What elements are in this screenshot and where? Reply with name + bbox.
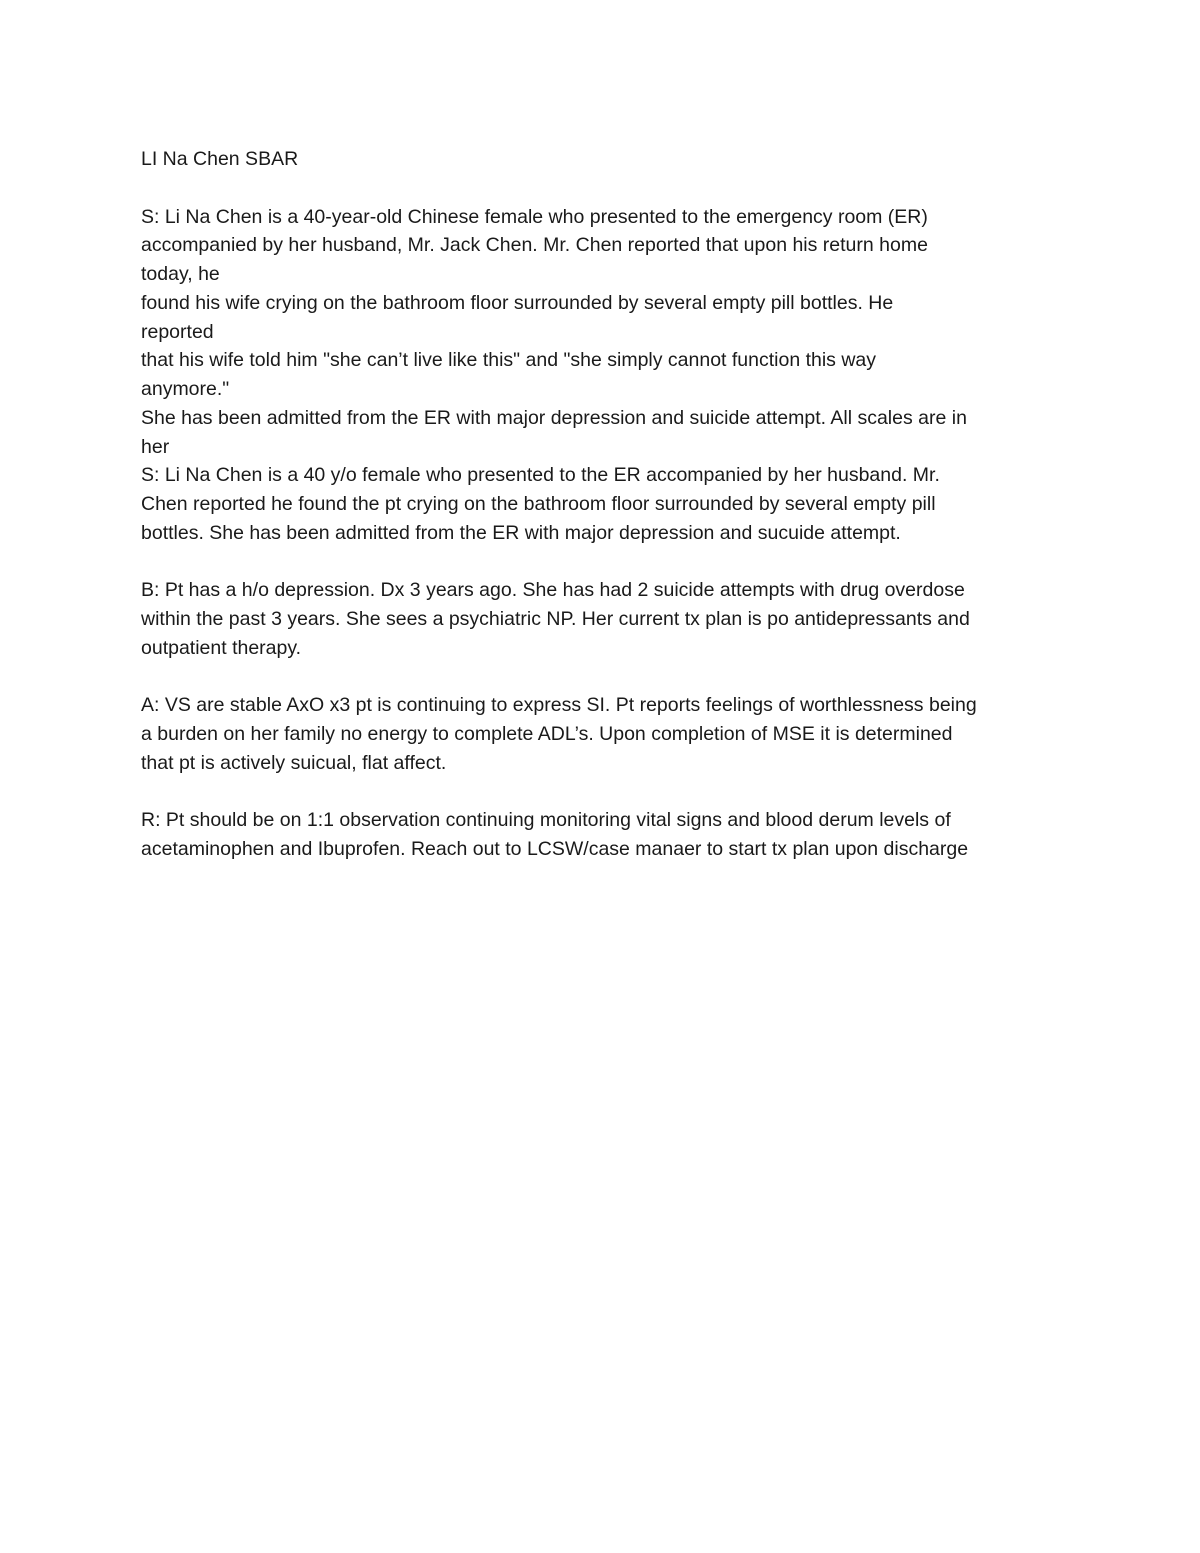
text-line: reported	[141, 320, 214, 343]
background-paragraph	[141, 576, 1071, 662]
text-line: her	[141, 435, 170, 458]
text-line: acetaminophen and Ibuprofen. Reach out to LCSW/case manaer to start tx plan upon discharge	[141, 838, 969, 860]
text-line: A: VS are stable AxO x3 pt is continuing to express SI. Pt reports feelings of worthlessness being	[141, 694, 977, 717]
text-line: that pt is actively suicual, flat affect.	[141, 751, 447, 774]
document-page	[141, 145, 1071, 864]
text-line: anymore."	[141, 378, 230, 400]
text-line: R: Pt should be on 1:1 observation continuing monitoring vital signs and blood derum levels of	[141, 809, 951, 832]
spacer	[141, 174, 1071, 203]
situation-full-paragraph	[141, 203, 1071, 462]
text-line: that his wife told him "she can’t live like this" and "she simply cannot function this way	[141, 349, 877, 372]
text-line: S: Li Na Chen is a 40-year-old Chinese female who presented to the emergency room (ER)	[141, 205, 928, 228]
text-line: a burden on her family no energy to complete ADL’s. Upon completion of MSE it is determined	[141, 723, 953, 745]
text-line: outpatient therapy.	[141, 636, 302, 659]
text-line: found his wife crying on the bathroom floor surrounded by several empty pill bottles. He	[141, 291, 894, 314]
text-line: bottles. She has been admitted from the ER with major depression and sucuide attempt.	[141, 521, 901, 544]
assessment-paragraph	[141, 691, 1071, 777]
spacer	[141, 663, 1071, 692]
text-line: S: Li Na Chen is a 40 y/o female who presented to the ER accompanied by her husband. Mr.	[141, 464, 940, 487]
spacer	[141, 778, 1071, 807]
situation-short-paragraph	[141, 461, 1071, 547]
text-line: accompanied by her husband, Mr. Jack Chen. Mr. Chen reported that upon his return home	[141, 234, 928, 257]
text-line: Chen reported he found the pt crying on the bathroom floor surrounded by several empty pill	[141, 493, 936, 515]
document-title: LI Na Chen SBAR	[141, 148, 299, 170]
text-line: today, he	[141, 263, 220, 285]
text-line: within the past 3 years. She sees a psychiatric NP. Her current tx plan is po antidepressants and	[141, 608, 970, 630]
text-line: She has been admitted from the ER with major depression and suicide attempt. All scales are in	[141, 406, 967, 429]
recommendation-paragraph	[141, 806, 1071, 864]
text-line: B: Pt has a h/o depression. Dx 3 years ago. She has had 2 suicide attempts with drug overdose	[141, 579, 965, 602]
spacer	[141, 548, 1071, 577]
